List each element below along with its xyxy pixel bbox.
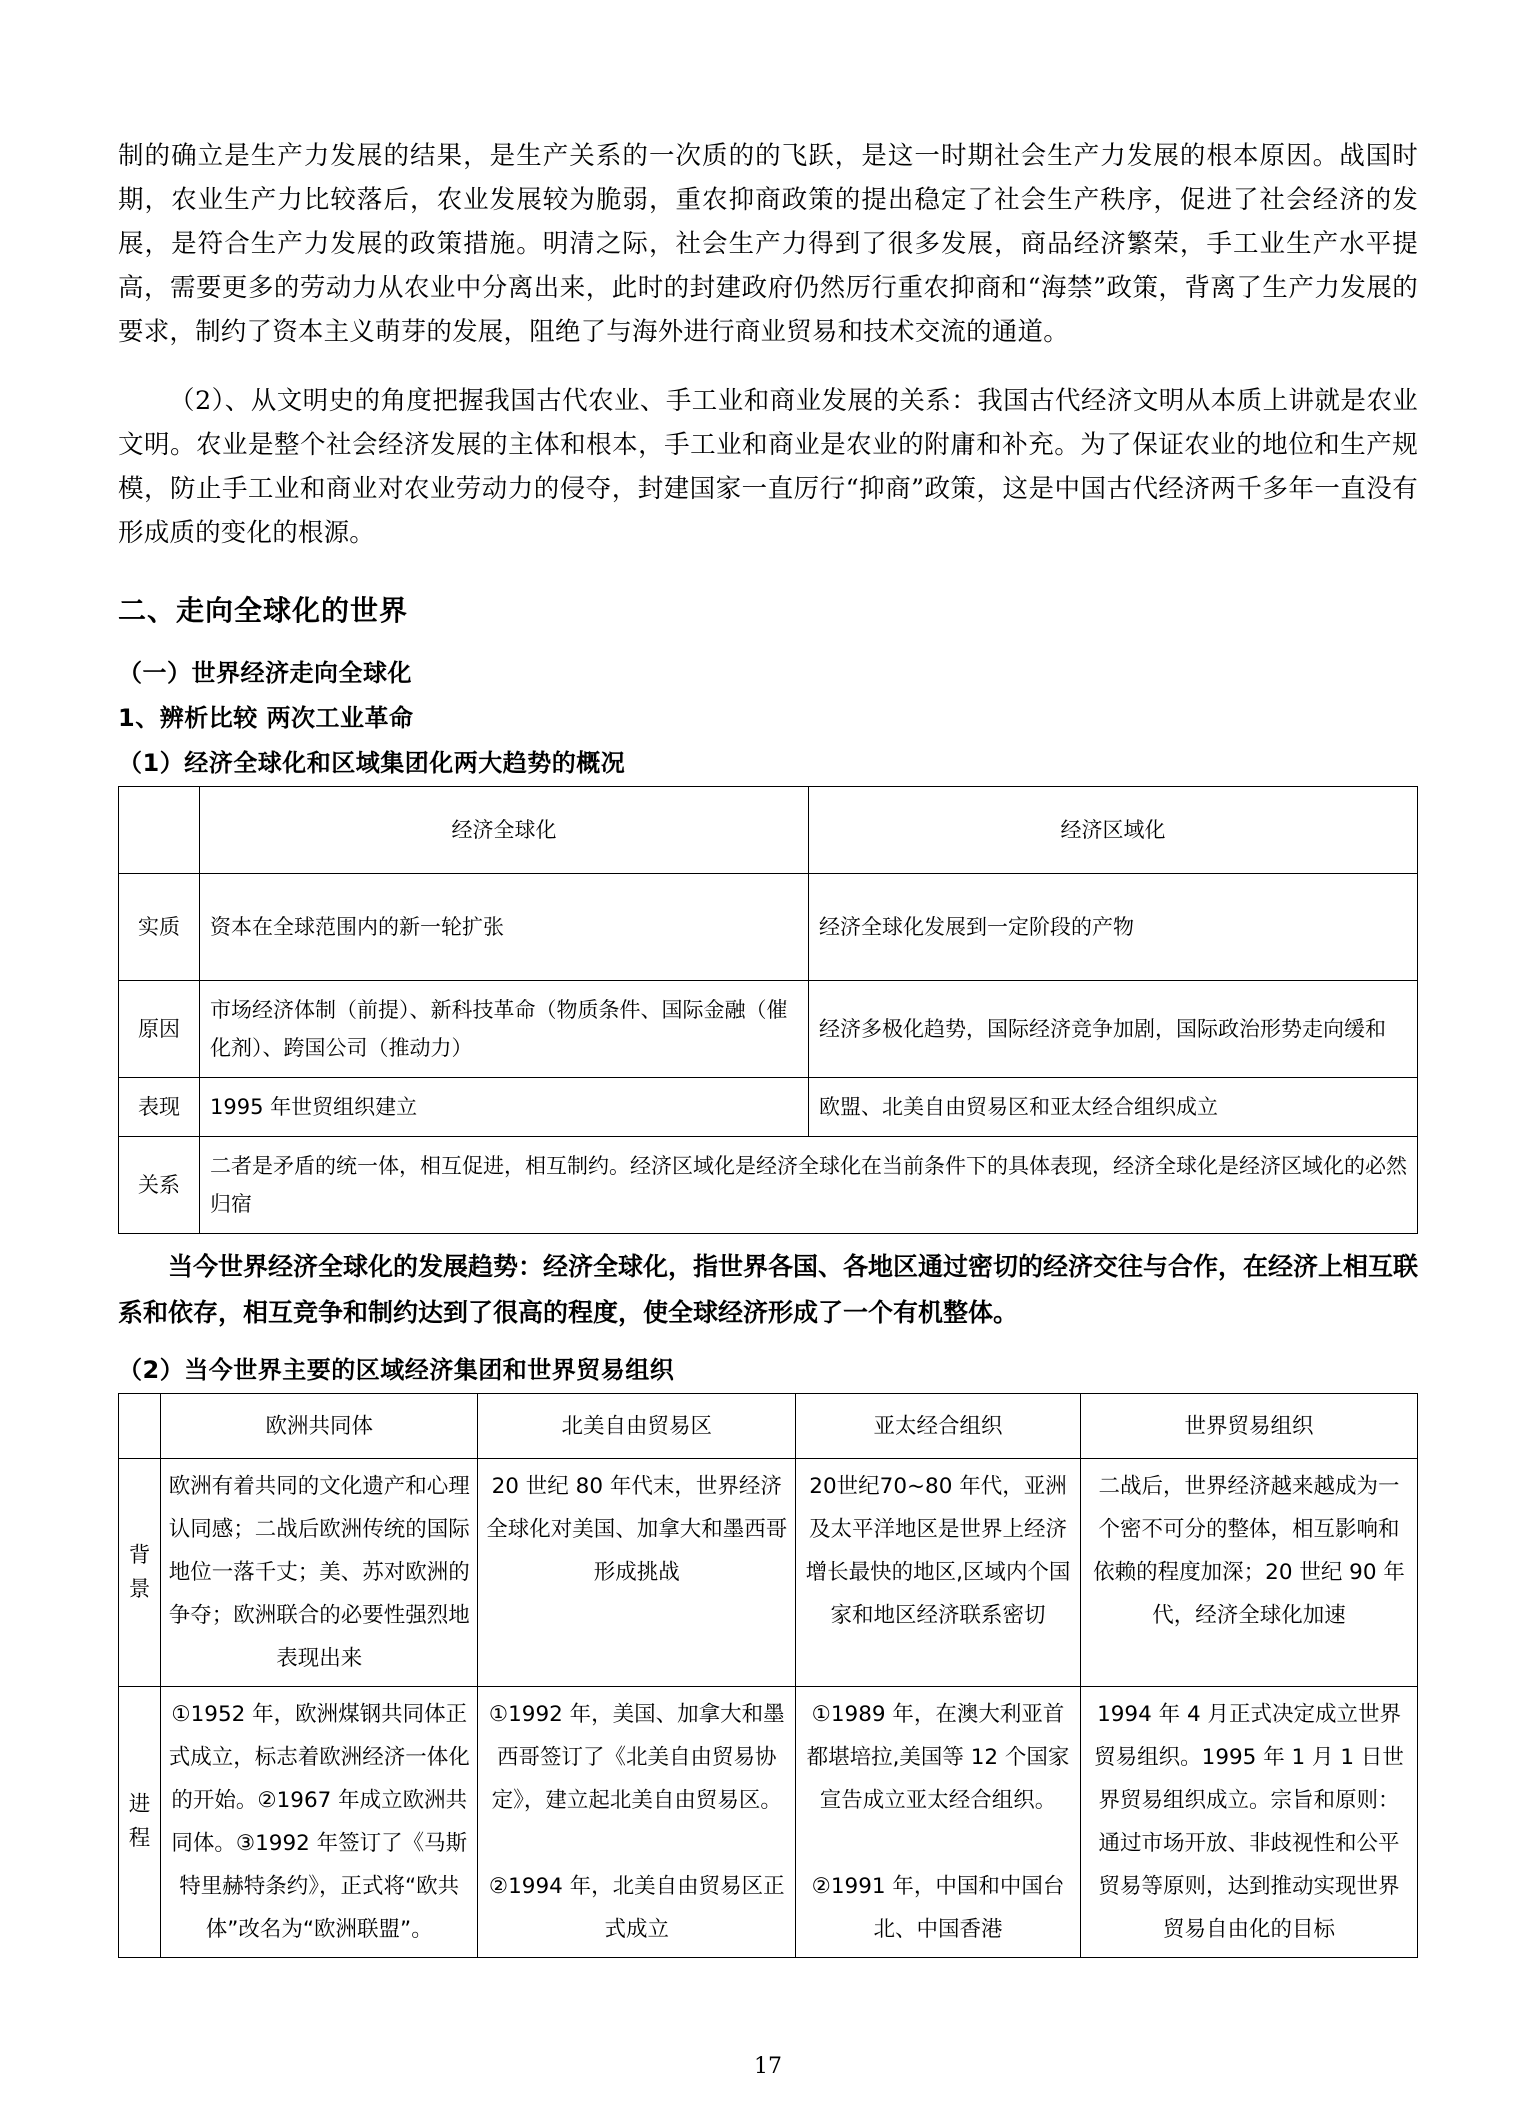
row-label-manifestation: 表现	[119, 1078, 200, 1137]
corner-cell	[119, 1394, 161, 1459]
cell-cause-global: 市场经济体制（前提）、新科技革命（物质条件、国际金融（催化剂）、跨国公司（推动力）	[200, 981, 809, 1078]
column-header-nafta: 北美自由贸易区	[478, 1394, 795, 1459]
cell-process-eec-item-1: ①1952 年，欧洲煤钢共同体正式成立，标志着欧洲经济一体化的开始。②1967 年成立欧洲共同体。③1992 年签订了《马斯特里赫特条约》，正式将“欧共体”改名为“欧洲联盟”。	[168, 1702, 470, 1942]
column-header-regional: 经济区域化	[809, 787, 1418, 874]
table-row	[119, 1137, 1418, 1234]
cell-process-eec	[161, 1687, 478, 1958]
table-row-header	[119, 787, 1418, 874]
row-label-relation: 关系	[119, 1137, 200, 1234]
row-label-background: 背景	[119, 1459, 161, 1687]
cell-process-nafta-item-1: ①1992 年，美国、加拿大和墨西哥签订了《北美自由贸易协定》，建立起北美自由贸易区。	[488, 1702, 785, 1813]
row-label-essence: 实质	[119, 874, 200, 981]
cell-process-nafta	[478, 1687, 795, 1958]
column-header-apec: 亚太经合组织	[795, 1394, 1080, 1459]
cell-process-wto	[1081, 1687, 1418, 1958]
cell-background-wto: 二战后，世界经济越来越成为一个密不可分的整体，相互影响和依赖的程度加深；20 世纪 90 年代，经济全球化加速	[1081, 1459, 1418, 1687]
cell-background-nafta: 20 世纪 80 年代末，世界经济全球化对美国、加拿大和墨西哥形成挑战	[478, 1459, 795, 1687]
table-row	[119, 874, 1418, 981]
section-heading: 二、走向全球化的世界	[118, 594, 409, 627]
cell-essence-global: 资本在全球范围内的新一轮扩张	[200, 874, 809, 981]
sub-heading-compare: 1、辨析比较 两次工业革命	[118, 704, 414, 732]
sub-heading-one: （一）世界经济走向全球化	[118, 659, 412, 687]
table-row-background	[119, 1459, 1418, 1687]
table-row	[119, 981, 1418, 1078]
globalization-comparison-table	[118, 786, 1418, 1234]
page-number: 17	[754, 2054, 782, 2079]
economic-blocs-table	[118, 1393, 1418, 1958]
table-row-header	[119, 1394, 1418, 1459]
cell-background-eec: 欧洲有着共同的文化遗产和心理认同感；二战后欧洲传统的国际地位一落千丈；美、苏对欧洲的争夺；欧洲联合的必要性强烈地表现出来	[161, 1459, 478, 1687]
cell-process-apec	[795, 1687, 1080, 1958]
row-label-process: 进程	[119, 1687, 161, 1958]
sub-heading-overview: （1）经济全球化和区域集团化两大趋势的概况	[118, 749, 626, 777]
column-header-eec: 欧洲共同体	[161, 1394, 478, 1459]
sub-heading-blocs: （2）当今世界主要的区域经济集团和世界贸易组织	[118, 1356, 675, 1384]
column-header-wto: 世界贸易组织	[1081, 1394, 1418, 1459]
cell-essence-regional: 经济全球化发展到一定阶段的产物	[809, 874, 1418, 981]
cell-process-apec-item-1: ①1989 年，在澳大利亚首都堪培拉,美国等 12 个国家宣告成立亚太经合组织。	[806, 1702, 1070, 1813]
cell-process-nafta-item-2: ②1994 年，北美自由贸易区正式成立	[488, 1874, 785, 1942]
row-label-cause: 原因	[119, 981, 200, 1078]
paragraph-body-1: 制的确立是生产力发展的结果，是生产关系的一次质的的飞跃，是这一时期社会生产力发展的根本原因。战国时期，农业生产力比较落后，农业发展较为脆弱，重农抑商政策的提出稳定了社会生产秩序，促进了社会经济的发展，是符合生产力发展的政策措施。明清之际，社会生产力得到了很多发展，商品经济繁荣，手工业生产水平提高，需要更多的劳动力从农业中分离出来，此时的封建政府仍然厉行重农抑商和“海禁”政策，背离了生产力发展的要求，制约了资本主义萌芽的发展，阻绝了与海外进行商业贸易和技术交流的通道。	[118, 140, 1418, 347]
corner-cell	[119, 787, 200, 874]
column-header-global: 经济全球化	[200, 787, 809, 874]
cell-relation-text: 二者是矛盾的统一体，相互促进，相互制约。经济区域化是经济全球化在当前条件下的具体表现，经济全球化是经济区域化的必然归宿	[200, 1137, 1418, 1234]
emphasis-paragraph: 当今世界经济全球化的发展趋势：经济全球化，指世界各国、各地区通过密切的经济交往与合作，在经济上相互联系和依存，相互竞争和制约达到了很高的程度，使全球经济形成了一个有机整体。	[118, 1252, 1419, 1327]
cell-process-wto-item-1: 1994 年 4 月正式决定成立世界贸易组织。1995 年 1 月 1 日世界贸易组织成立。宗旨和原则：通过市场开放、非歧视性和公平贸易等原则，达到推动实现世界贸易自由化的目标	[1094, 1702, 1404, 1942]
table-row-process	[119, 1687, 1418, 1958]
table-row	[119, 1078, 1418, 1137]
cell-manifestation-regional: 欧盟、北美自由贸易区和亚太经合组织成立	[809, 1078, 1418, 1137]
cell-process-apec-item-2: ②1991 年，中国和中国台北、中国香港	[811, 1874, 1065, 1942]
cell-background-apec: 20世纪70~80 年代，亚洲及太平洋地区是世界上经济增长最快的地区,区域内个国家和地区经济联系密切	[795, 1459, 1080, 1687]
cell-cause-regional: 经济多极化趋势，国际经济竞争加剧，国际政治形势走向缓和	[809, 981, 1418, 1078]
paragraph-body-2: （2）、从文明史的角度把握我国古代农业、手工业和商业发展的关系：我国古代经济文明从本质上讲就是农业文明。农业是整个社会经济发展的主体和根本，手工业和商业是农业的附庸和补充。为了保证农业的地位和生产规模，防止手工业和商业对农业劳动力的侵夺，封建国家一直厉行“抑商”政策，这是中国古代经济两千多年一直没有形成质的变化的根源。	[118, 386, 1418, 548]
cell-manifestation-global: 1995 年世贸组织建立	[200, 1078, 809, 1137]
